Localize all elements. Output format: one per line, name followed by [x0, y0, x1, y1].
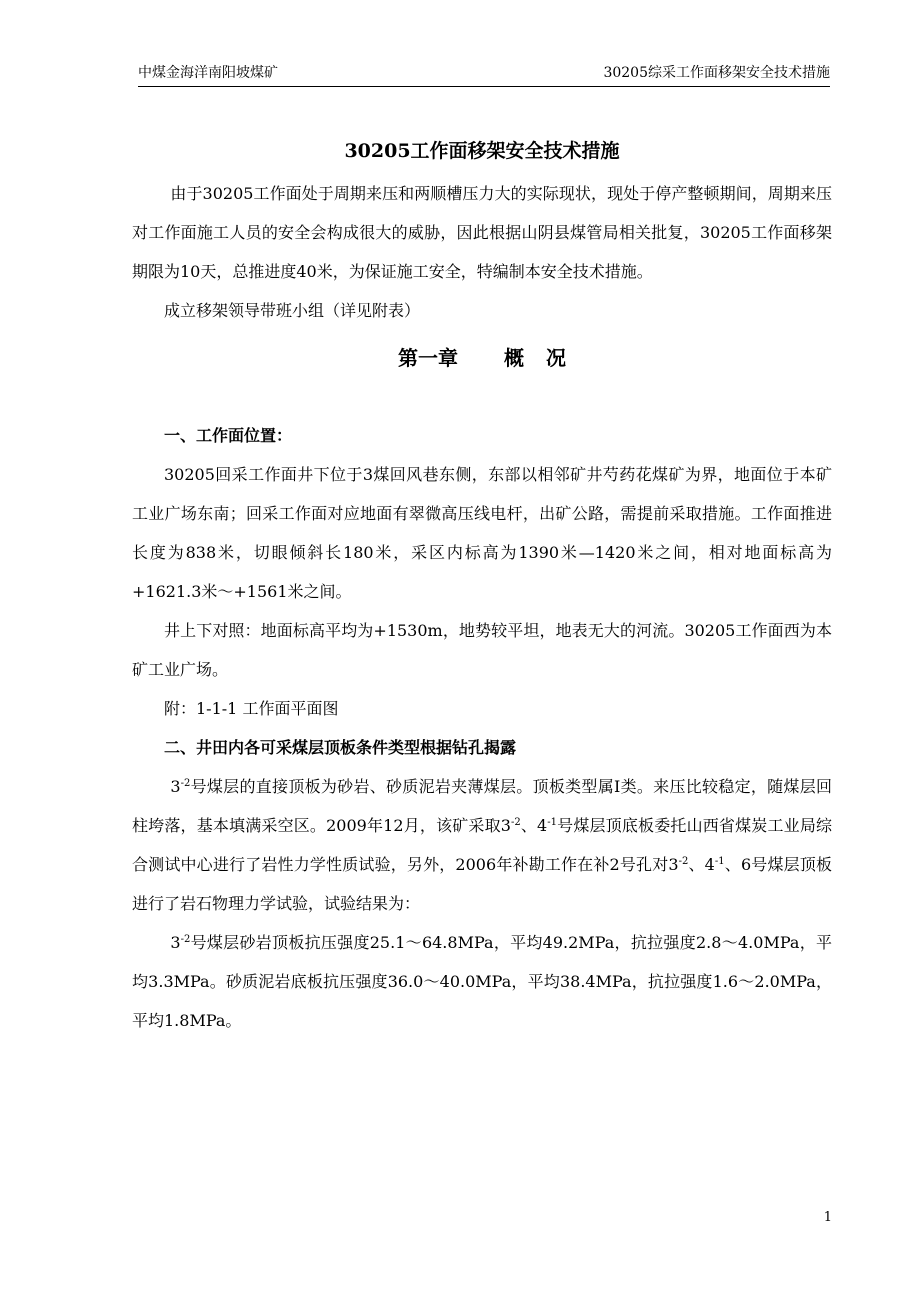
header-company: 中煤金海洋南阳坡煤矿 [138, 65, 278, 81]
page-number: 1 [823, 1210, 832, 1225]
leadership-group-note: 成立移架领导带班小组（详见附表） [164, 301, 421, 320]
section-heading-location: 一、工作面位置： [164, 426, 293, 445]
strength-results-paragraph: $3^{-2}$号煤层砂岩顶板抗压强度25.1～64.8MPa，平均49.2MPa，抗拉强度2.8～4.0MPa，平均3.3MPa。砂质泥岩底板抗压强度36.0～40.0MPa，平均38.4MPa，抗拉强度1.6～2.0MPa，平均1.8MPa。 [132, 933, 832, 1030]
page-header [138, 62, 830, 84]
intro-paragraph: 由于30205工作面处于周期来压和两顺槽压力大的实际现状，现处于停产整顿期间，周期来压对工作面施工人员的安全会构成很大的威胁，因此根据山阴县煤管局相关批复，30205工作面移架期限为10天，总推进度40米，为保证施工安全，特编制本安全技术措施。 [132, 184, 832, 281]
surface-paragraph: 井上下对照：地面标高平均为+1530m，地势较平坦，地表无大的河流。30205工作面西为本矿工业广场。 [132, 621, 832, 679]
chapter-heading [132, 330, 832, 386]
document-title: 30205工作面移架安全技术措施 [344, 140, 620, 162]
roof-conditions-paragraph: $3^{-2}$号煤层的直接顶板为砂岩、砂质泥岩夹薄煤层。顶板类型属Ⅰ类。来压比较稳定，随煤层回柱垮落，基本填满采空区。2009年12月，该矿采取$3^{-2}$、$4^{-1}$号煤层顶底板委托山西省煤炭工业局综合测试中心进行了岩性力学性质试验，另外，2006年补勘工作在补2号孔对$3^{-2}$、$4^{-1}$、6号煤层顶板进行了岩石物理力学试验，试验结果为： [132, 777, 832, 913]
attachment-note: 附：1-1-1 工作面平面图 [164, 699, 339, 718]
location-paragraph: 30205回采工作面井下位于3煤回风巷东侧，东部以相邻矿井芍药花煤矿为界，地面位于本矿工业广场东南；回采工作面对应地面有翠微高压线电杆，出矿公路，需提前采取措施。工作面推进长度为838米，切眼倾斜长180米，采区内标高为1390米—1420米之间，相对地面标高为+1621.3米～+1561米之间。 [132, 465, 832, 601]
section-heading-roof-conditions: 二、井田内各可采煤层顶板条件类型根据钻孔揭露 [164, 738, 517, 757]
header-document-title: 30205综采工作面移架安全技术措施 [603, 65, 830, 81]
chapter-number: 第一章 [398, 346, 458, 370]
chapter-title-char-1: 概 [504, 346, 524, 370]
document-body [132, 128, 832, 1040]
chapter-title-char-2: 况 [546, 346, 566, 370]
header-divider [138, 86, 830, 87]
